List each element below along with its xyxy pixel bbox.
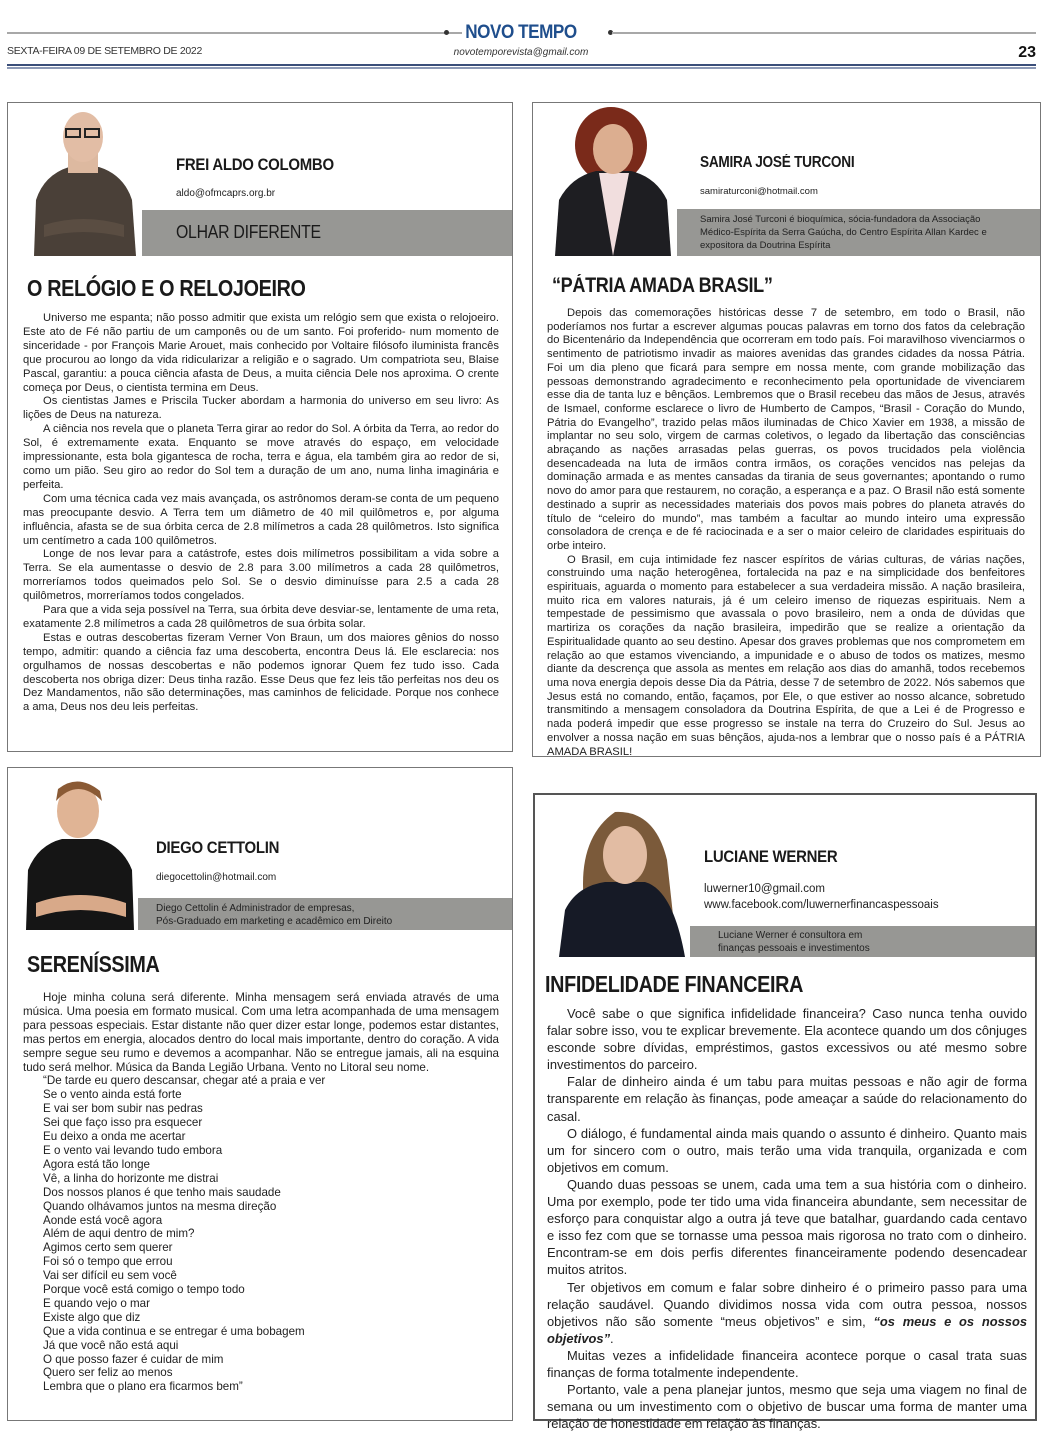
column-name: OLHAR DIFERENTE (176, 222, 321, 242)
article-body (547, 307, 1025, 759)
article-title: INFIDELIDADE FINANCEIRA (545, 971, 804, 997)
lyric-line: Já que você não está aqui (43, 1338, 179, 1352)
lyric-line: Que a vida continua e se entregar é uma bobagem (43, 1324, 305, 1338)
header-double-rule (7, 64, 1036, 69)
column-frei-aldo (7, 102, 513, 752)
article-title: “PÁTRIA AMADA BRASIL” (552, 274, 773, 297)
lyric-line: Se o vento ainda está forte (43, 1088, 182, 1102)
song-lyrics (23, 1074, 499, 1394)
lyric-line: Foi só o tempo que errou (43, 1255, 173, 1269)
author-email[interactable]: aldo@ofmcaprs.org.br (176, 188, 276, 199)
column-samira (532, 102, 1041, 757)
paragraph: Falar de dinheiro ainda é um tabu para muitas pessoas e não agir de forma transparente em relação às finanças, pode ameaçar a saúde do relacionamento do casal. (547, 1074, 1027, 1124)
paragraph: Para que a vida seja possível na Terra, sua órbita deve desviar-se, lentamente de uma reta, exatamente 2.8 milímetros a cada 28 quilômetros de sua órbita solar. (23, 604, 499, 630)
paragraph: Os cientistas James e Priscila Tucker abordam a harmonia do universo em seu livro: As lições de Deus na natureza. (23, 395, 499, 422)
paragraph: Estas e outras descobertas fizeram Verner Von Braun, um dos maiores gênios do nosso tempo, admitir: quando a ciência faz uma descoberta, encontra Deus lá. Ele esclarecia: nos orgulhamos de nossas descobertas e não podemos ignorar Quem fez tudo isso. Cada descoberta nos obriga dizer: Deus tinha razão. Esse Deus que fez leis tão perfeitas nos deu os Dez Mandamentos, não são determinações, mas caminhos de felicidade. Porque nos conhece a ama, Deus nos deu leis perfeitas. (23, 631, 499, 714)
page-number: 23 (1018, 44, 1036, 61)
author-photo (551, 105, 677, 256)
lyric-line: E quando vejo o mar (43, 1296, 150, 1310)
lyric-line: Além de aqui dentro de mim? (43, 1227, 195, 1241)
column-diego (7, 767, 513, 1421)
lyric-line: E vai ser bom subir nas pedras (43, 1102, 203, 1116)
author-photo (24, 105, 142, 256)
lyric-line: E o vento vai levando tudo embora (43, 1143, 223, 1157)
article-title: SERENÍSSIMA (27, 951, 160, 977)
lyric-line: Vê, a linha do horizonte me distrai (43, 1171, 219, 1185)
lyric-line: Quero ser feliz ao menos (43, 1366, 173, 1380)
column-luciane (533, 793, 1037, 1432)
paragraph (547, 1279, 1027, 1347)
intro (23, 991, 499, 1074)
paragraph: A ciência nos revela que o planeta Terra girar ao redor do Sol. A órbita da Terra, ao redor do Sol, é extremamente exata. Enquanto se move através do espaço, em velocidade impressionante, esta bola gigantesca de rocha, terra e água, ela também gira ao redor de si, como um pião. Seu giro ao redor do Sol tem a duração de um ano, numa linha imaginária e perfeita. (23, 423, 499, 491)
paragraph: O diálogo, é fundamental ainda mais quando o assunto é dinheiro. Quanto mais um for sincero com o outro, mais terão uma vida tranquila, organizada e com objetivos em comum. (547, 1125, 1027, 1175)
lyric-line: Dos nossos planos é que tenho mais saudade (43, 1185, 281, 1199)
header-email[interactable]: novotemporevista@gmail.com (453, 47, 589, 58)
lyric-line: Agora está tão longe (43, 1157, 150, 1171)
paragraph: Quando duas pessoas se unem, cada uma tem a sua história com o dinheiro. Uma por exemplo, pode ter tido uma vida financeira abundante, sem necessitar de esforço para conquistar algo a outra já teve que batalhar, guardando cada centavo e isso fez com que se tornasse uma pessoa mais rigorosa no trato com o dinheiro. Encontram-se em dois perfis diferentes financeiramente podendo desencadear muitos atritos. (547, 1176, 1027, 1278)
author-photo (22, 775, 138, 930)
author-bio-line: Médico-Espírita da Serra Gaúcha, do Centro Espírita Allan Kardec e (700, 227, 987, 238)
paragraph: Portanto, vale a pena planejar juntos, mesmo que seja uma viagem no final de semana ou um investimento com o objetivo de buscar uma forma de manter uma relação de honestidade em relação às finanças. (547, 1382, 1027, 1432)
paragraph: Universo me espanta; não posso admitir que exista um relógio sem que exista o relojoeiro. Este ato de Fé não partiu de um camponês ou de um santo. Foi proferido- num momento de sinceridade - por François Marie Arouet, mais conhecido por Voltaire filósofo iluminista francês que procurou ao longo da vida ridicularizar a religião e o sagrado. Um compatriota seu, Blaise Pascal, garantiu: a pouca ciência afasta de Deus, a muita ciência Dele nos aproxima. O crente começa por Deus, o cientista termina em Deus. (23, 312, 499, 394)
author-name: DIEGO CETTOLIN (156, 838, 280, 857)
header-rule-right (612, 32, 1036, 34)
article-title: O RELÓGIO E O RELOJOEIRO (27, 275, 306, 301)
author-bio-line: finanças pessoais e investimentos (718, 943, 870, 954)
article-body (23, 991, 499, 1394)
paragraph: Você sabe o que significa infidelidade financeira? Caso nunca tenha ouvido falar sobre isso, vou te explicar brevemente. Ela acontece quando um dos cônjuges esconde sobre dívidas, empréstimos, gastos excessivos ou até mesmo sobre investimentos do parceiro. (547, 1006, 1027, 1073)
lyric-line: Quando olhávamos juntos na mesma direção (43, 1199, 277, 1213)
author-bio-line: Diego Cettolin é Administrador de empresas, (156, 903, 355, 914)
lyric-line: “De tarde eu quero descansar, chegar até a praia e ver (43, 1074, 326, 1088)
paragraph-text: . (610, 1330, 614, 1346)
lyric-line: Existe algo que diz (43, 1310, 141, 1324)
author-bio-line: expositora da Doutrina Espírita (700, 240, 831, 251)
author-facebook-link[interactable]: www.facebook.com/luwernerfinancaspessoais (704, 899, 939, 911)
lyric-line: Sei que faço isso pra esquecer (43, 1116, 203, 1130)
paragraph-text: Ter objetivos em comum e falar sobre dinheiro é o primeiro passo para uma relação saudável. Quando dividimos nossa vida com outra pessoa, nossos objetivos não são somente “meus objetivos” e sim, (547, 1279, 1027, 1329)
lyric-line: Lembra que o plano era ficarmos bem” (43, 1380, 243, 1394)
lyric-line: Agimos certo sem querer (43, 1241, 173, 1255)
lyric-line: O que posso fazer é cuidar de mim (43, 1352, 224, 1366)
author-email[interactable]: samiraturconi@hotmail.com (700, 186, 818, 197)
paragraph: O Brasil, em cuja intimidade fez nascer espíritos de várias culturas, de várias nações, construindo uma nação heterogênea, fortalecida na paz e na simplicidade dos benfeitores espirituais, aguarda o momento para estabelecer a sua verdadeira missão. A nação brasileira, muito rica em valores naturais, já é um celeiro imenso de riquezas espirituais. Nem a tempestade de pessimismo que avassala o povo brasileiro, nem a onda de dúvidas que martiriza os corações da nação brasileira, impedirão que se realize a orientação da Espiritualidade quanto ao seu destino. Apesar dos graves problemas que nos comprometem em relação ao que estamos vivenciando, a impunidade e o abuso de todos os matizes, mesmo diante da descrença que assola as mentes em relação aos dias do amanhã, todos recebemos uma nova energia depois desse Dia da Pátria, desse 7 de setembro de 2022. Nós sabemos que Jesus está no comando, então, façamos, por Ele, o que estiver ao nosso alcance, sobretudo transmitindo a mensagem consoladora da Doutrina Espírita, de que a Lei é de Progresso e nada poderá impedir que esse progresso se instale na terra do Cruzeiro do Sul. Jesus ao envolver a nossa nação em suas bênçãos, ajuda-nos a lembrar que o nosso país é a PÁTRIA AMADA BRASIL! (547, 553, 1025, 758)
author-photo (555, 800, 690, 957)
article-body (23, 312, 499, 715)
author-email[interactable]: luwerner10@gmail.com (704, 883, 825, 895)
author-bio-line: Pós-Graduado em marketing e acadêmico em Direito (156, 916, 393, 927)
author-name: FREI ALDO COLOMBO (176, 155, 334, 174)
lyric-line: Porque você está comigo o tempo todo (43, 1283, 245, 1297)
author-bio (718, 929, 870, 955)
lyric-line: Eu deixo a onda me acertar (43, 1130, 186, 1144)
header-rule-left (7, 32, 462, 34)
lyric-line: Vai ser difícil eu sem você (43, 1269, 177, 1283)
emphasis-text: “os meus e os nossos objetivos” (547, 1313, 1027, 1346)
paragraph: Com uma técnica cada vez mais avançada, os astrônomos deram-se conta de um pequeno mas preocupante desvio. A Terra tem um diâmetro de 40 mil quilômetros e, por alguma influência, afasta se de sua órbita cerca de 2.8 milímetros a cada 28 quilômetros. Isto significa um centímetro a cada 100 quilômetros. (23, 492, 499, 547)
paragraph: Muitas vezes a infidelidade financeira acontece porque o casal trata suas finanças de forma totalmente independente. (547, 1347, 1027, 1380)
article-body (547, 1005, 1027, 1432)
author-bio-line: Samira José Turconi é bioquímica, sócia-fundadora da Associação (700, 214, 981, 225)
paragraph: Depois das comemorações históricas desse 7 de setembro, em todo o Brasil, não poderíamos nos furtar a escrever algumas poucas palavras em torno dos fatos da celebração do Bicentenário da Independência que ocorreram em todo país. Foi maravilhoso vivenciarmos o sentimento de patriotismo invadir as maiores avenidas das grandes cidades da nossa Pátria. Foi um dia pleno que ficará para sempre em nossa mente, com grande mobilização das pessoas demonstrando agradecimento e reconhecimento pela oportunidade de vivenciarem esse dia de tanta luz e bênçãos. Lembremos que o Brasil recebeu das mãos de Jesus, através de Ismael, conforme esclarece o livro de Humberto de Campos, “Brasil - Coração do Mundo, Pátria do Evangelho”, trazido pelas mãos iluminadas de Chico Xavier em 1938, a missão de implantar no seu solo, virgem de carmas coletivos, o legado da libertação das consciências abraçando as nações arrasadas pelas guerras, os povos trucidados pela violência desencadeada na luta de irmãos contra irmãos, os corações vencidos nas pelejas da dominação armada e as mentes cansadas da tirania de seus governantes; apontando o rumo novo do amor para que restaurem, no coração, a esperança e a paz. O Brasil não está somente destinado a suprir as necessidades materiais dos povos mais pobres do planeta através do título de “celeiro do mundo”, mas também a facultar ao mundo inteiro uma expressão consoladora de crença e de fé raciocinada e a ser o maior celeiro de claridades espirituais do orbe inteiro. (547, 307, 1025, 552)
author-bio (700, 213, 987, 252)
author-bio (156, 902, 392, 928)
paragraph: Hoje minha coluna será diferente. Minha mensagem será enviada através de uma música. Uma poesia em formato musical. Com uma letra acompanhada de uma mensagem para pessoas especiais. Estar distante não quer dizer estar longe, podemos estar distantes, mas pertos em energia, alocados dentro do local mais importante, dentro do coração. A vida sempre segue seu rumo e devemos a acompanhar. Não se entregue jamais, ali na esquina tudo será melhor. Música da Banda Legião Urbana. Vento no Litoral seu nome. (23, 991, 499, 1074)
masthead: NOVO TEMPO (465, 22, 577, 43)
issue-date: SEXTA-FEIRA 09 DE SETEMBRO DE 2022 (7, 45, 203, 57)
author-name: LUCIANE WERNER (704, 847, 838, 866)
author-contacts (704, 881, 939, 913)
author-email[interactable]: diegocettolin@hotmail.com (156, 872, 277, 883)
paragraph: Longe de nos levar para a catástrofe, estes dois milímetros possibilitam a vida sobre a Terra. Se ela aumentasse o desvio de 2.8 para 3.00 milímetros a cada 28 quilômetros, morreríamos todos queimados pelo Sol. Se o desvio diminuísse para 2.5 a cada 28 quilômetros, morreríamos todos congelados. (23, 548, 499, 603)
lyric-line: Aonde está você agora (43, 1213, 163, 1227)
author-bio-line: Luciane Werner é consultora em (718, 930, 863, 941)
author-name: SAMIRA JOSÉ TURCONI (700, 154, 855, 171)
